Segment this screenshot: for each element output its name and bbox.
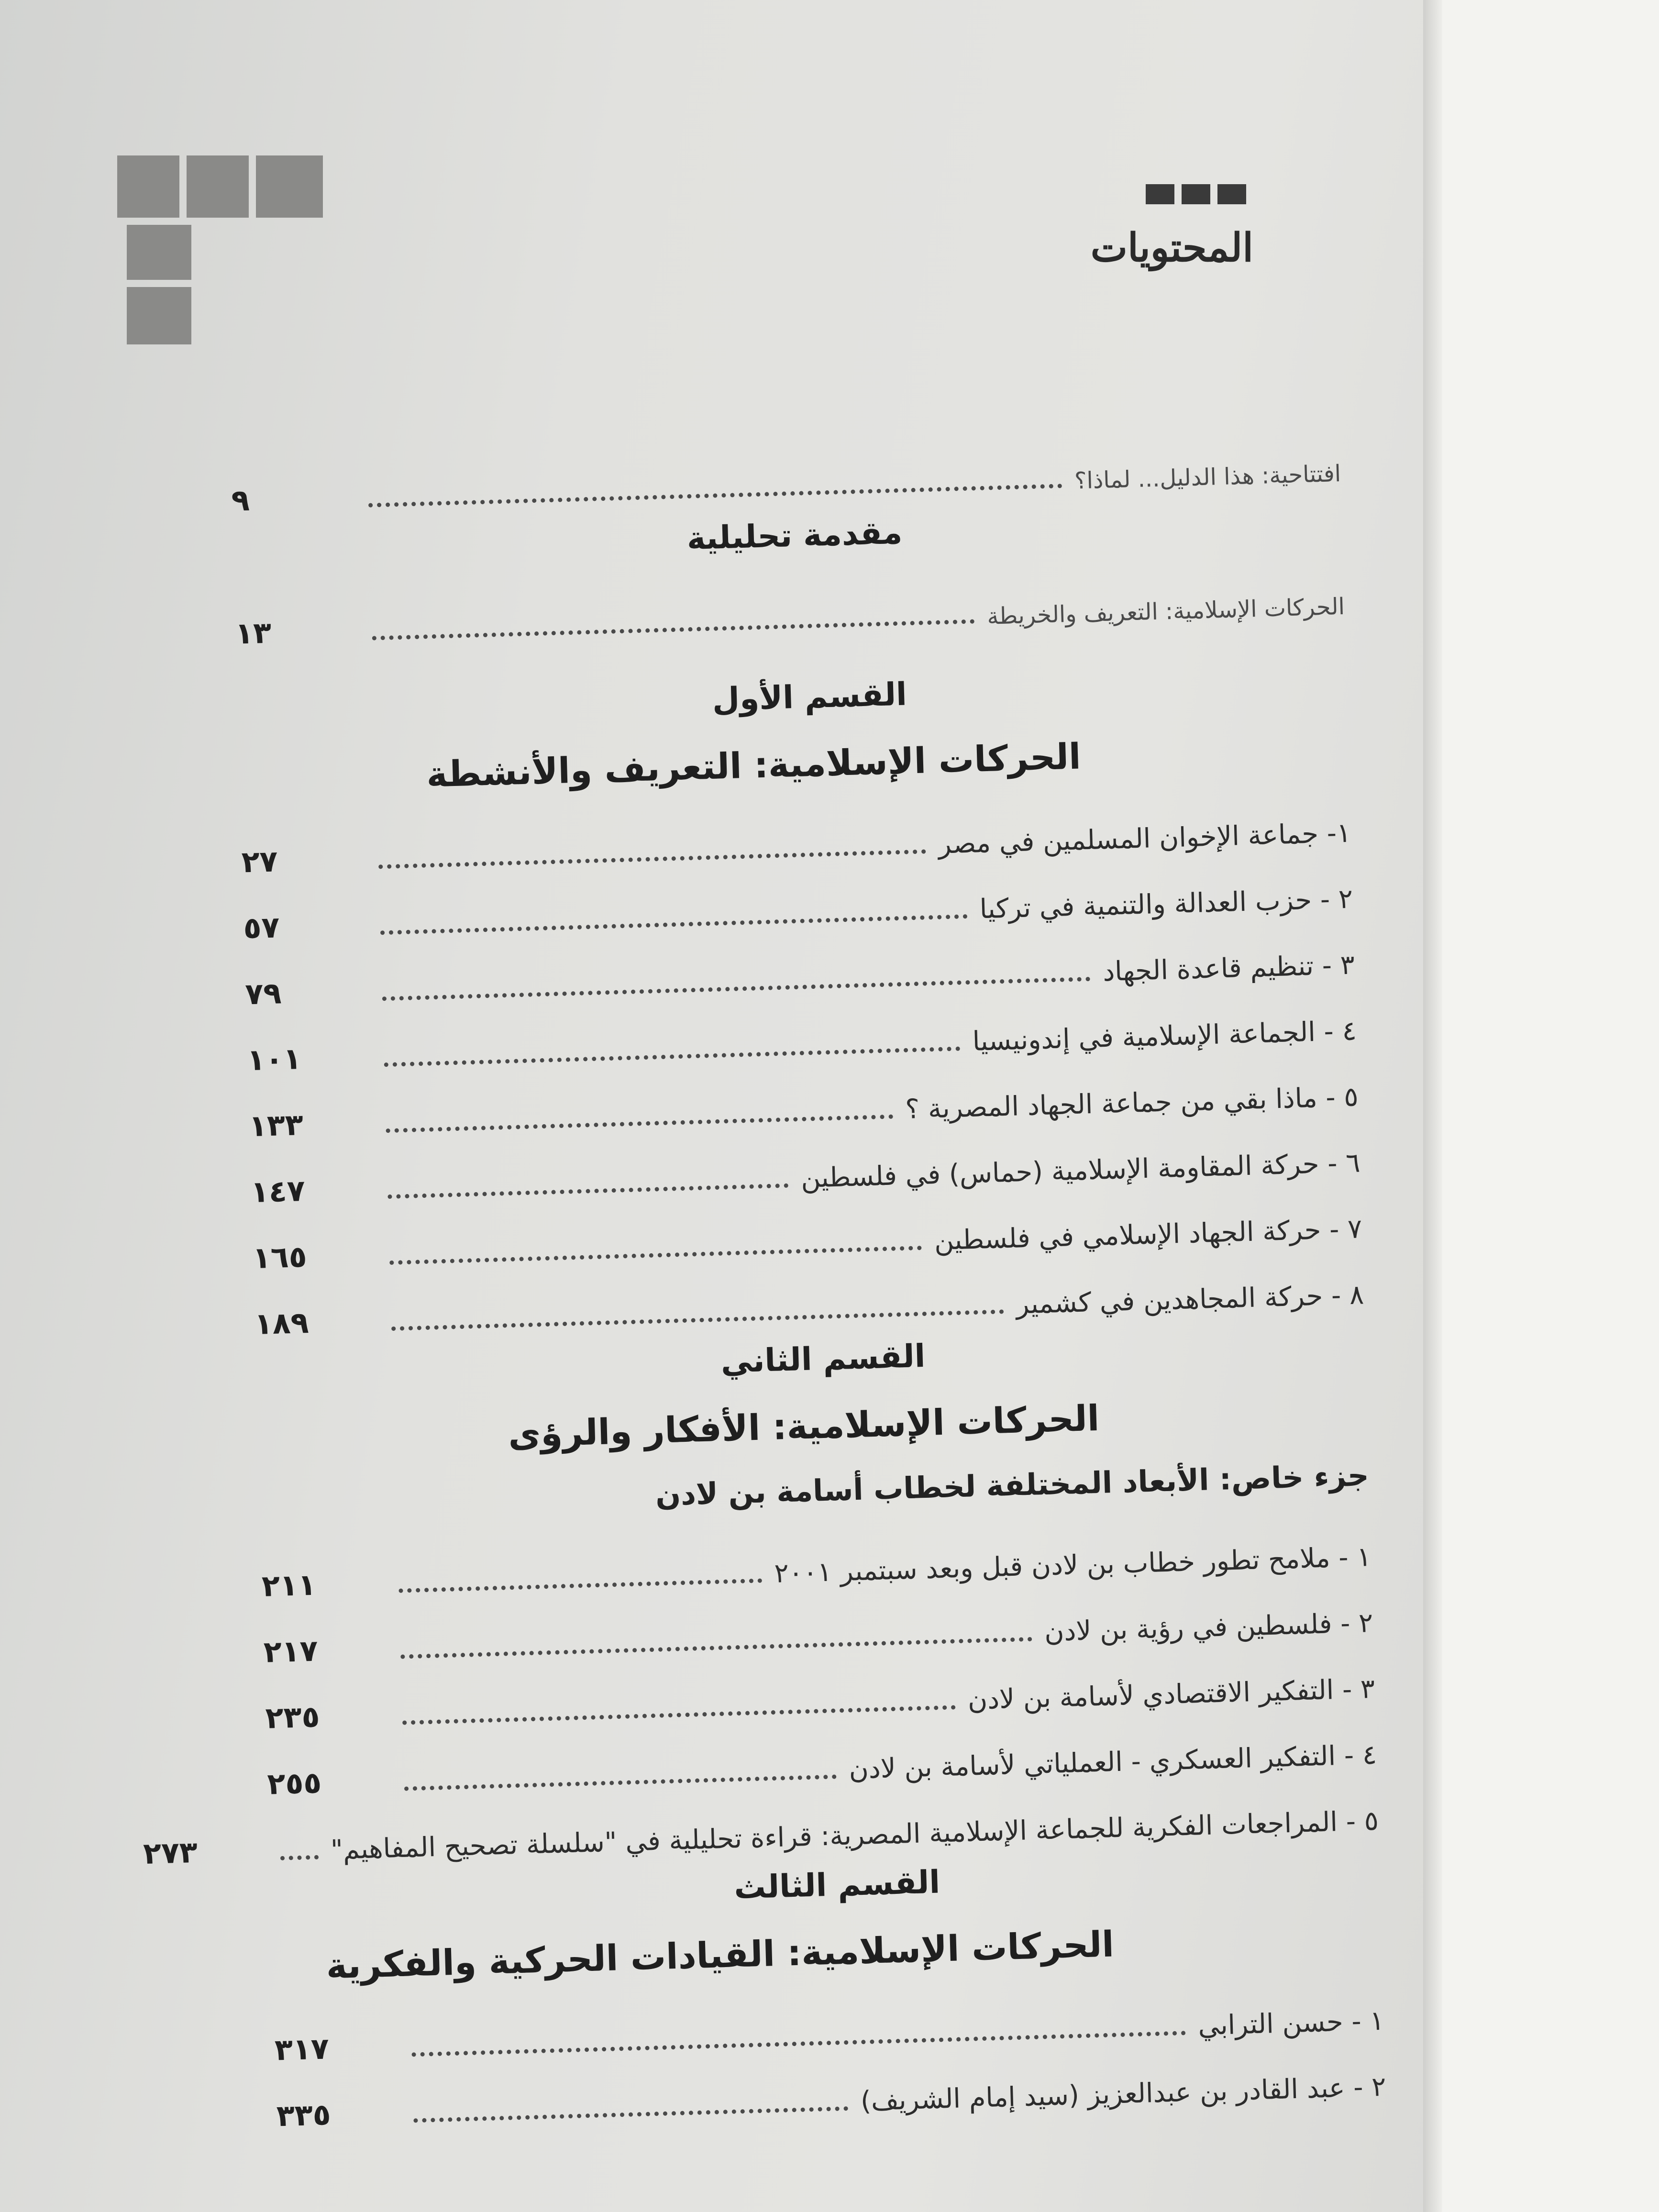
toc-entry-label: ٥ - المراجعات الفكرية للجماعة الإسلامية المصرية: قراءة تحليلية في "سلسلة تصحيح المفاهيم" [330, 1805, 1379, 1866]
toc-entry-page: ١٠١ [246, 1041, 302, 1078]
heading-dash [1146, 184, 1174, 204]
page-edge [1423, 0, 1442, 2212]
toc-entry-page: ٢٧ [241, 843, 278, 880]
toc-entry-label: ٢ - فلسطين في رؤية بن لادن [1044, 1607, 1374, 1648]
toc-entry-label: افتتاحية: هذا الدليل... لماذا؟ [1074, 460, 1341, 495]
part2-entries [143, 1506, 1379, 1871]
toc-entry-page: ١٨٩ [254, 1305, 310, 1342]
toc-entry-page: ٥٧ [243, 909, 280, 946]
heading-dash [1217, 184, 1246, 204]
heading-dash [1182, 184, 1210, 204]
toc-entry-page: ٧٩ [244, 975, 282, 1012]
leader-dots [280, 1855, 319, 1860]
toc-entry-label: ١- جماعة الإخوان المسلمين في مصر [938, 817, 1351, 860]
decor-square [127, 287, 191, 344]
toc-entry-page: ٩ [231, 482, 250, 518]
decor-square [256, 155, 323, 218]
toc-entry-label: ٦ - حركة المقاومة الإسلامية (حماس) في فلسطين [800, 1147, 1361, 1194]
part-heading: القسم الثاني [720, 1337, 926, 1380]
toc-entry-page: ١٣ [234, 615, 272, 651]
part-subtitle: الحركات الإسلامية: التعريف والأنشطة [426, 736, 1082, 796]
toc-entry-page: ١٤٧ [250, 1173, 306, 1210]
toc-entry-label: ٢ - حزب العدالة والتنمية في تركيا [979, 883, 1353, 925]
toc-entry-label: ٧ - حركة الجهاد الإسلامي في فلسطين [934, 1213, 1363, 1257]
toc-entry-page: ١٦٥ [252, 1239, 308, 1276]
toc-entry-page: ٢٥٥ [266, 1765, 322, 1802]
decor-square [117, 155, 179, 218]
toc-entry-page: ٢١١ [261, 1567, 317, 1604]
decor-square [127, 225, 191, 280]
part1-entries [240, 783, 1364, 1341]
part-subtitle: الحركات الإسلامية: القيادات الحركية والفكرية [325, 1924, 1115, 1987]
toc-entry-label: ٢ - عبد القادر بن عبدالعزيز (سيد إمام الشريف) [860, 2071, 1387, 2117]
toc-entry-page: ٢٧٣ [143, 1834, 198, 1871]
toc-entry-page: ٣٣٥ [276, 2097, 332, 2134]
toc-entry-label: ٥ - ماذا بقي من جماعة الجهاد المصرية ؟ [905, 1081, 1359, 1125]
toc-entry-label: ١ - حسن الترابي [1197, 2005, 1385, 2042]
toc-entry-label: الحركات الإسلامية: التعريف والخريطة [986, 593, 1345, 630]
decor-square [187, 155, 249, 218]
toc-entry-page: ٢١٧ [263, 1633, 319, 1670]
toc-entry-label: ٨ - حركة المجاهدين في كشمير [1016, 1279, 1364, 1320]
toc-entry-page: ٢٣٥ [265, 1699, 321, 1736]
page-title: المحتويات [1090, 225, 1253, 271]
toc-entry-page: ١٣٣ [248, 1107, 304, 1144]
toc-entry-page: ٣١٧ [274, 2031, 330, 2068]
toc-entry-label: ٣ - التفكير الاقتصادي لأسامة بن لادن [967, 1673, 1375, 1716]
toc-entry-label: ٤ - التفكير العسكري - العملياتي لأسامة بن لادن [848, 1739, 1377, 1785]
leader-dots [413, 2106, 848, 2123]
toc-entry-label: ١ - ملامح تطور خطاب بن لادن قبل وبعد سبتمبر ٢٠٠١ [774, 1541, 1372, 1589]
part-heading: القسم الأول [711, 675, 907, 718]
toc-entry-label: ٤ - الجماعة الإسلامية في إندونيسيا [972, 1015, 1357, 1057]
part-heading: القسم الثالث [733, 1863, 941, 1906]
toc-entry-label: ٣ - تنظيم قاعدة الجهاد [1102, 949, 1355, 988]
section-heading: مقدمة تحليلية [686, 514, 903, 557]
part-subtitle: الحركات الإسلامية: الأفكار والرؤى [508, 1397, 1100, 1456]
toc-list [143, 421, 1387, 2134]
special-section-heading: جزء خاص: الأبعاد المختلفة لخطاب أسامة بن لادن [655, 1458, 1370, 1513]
